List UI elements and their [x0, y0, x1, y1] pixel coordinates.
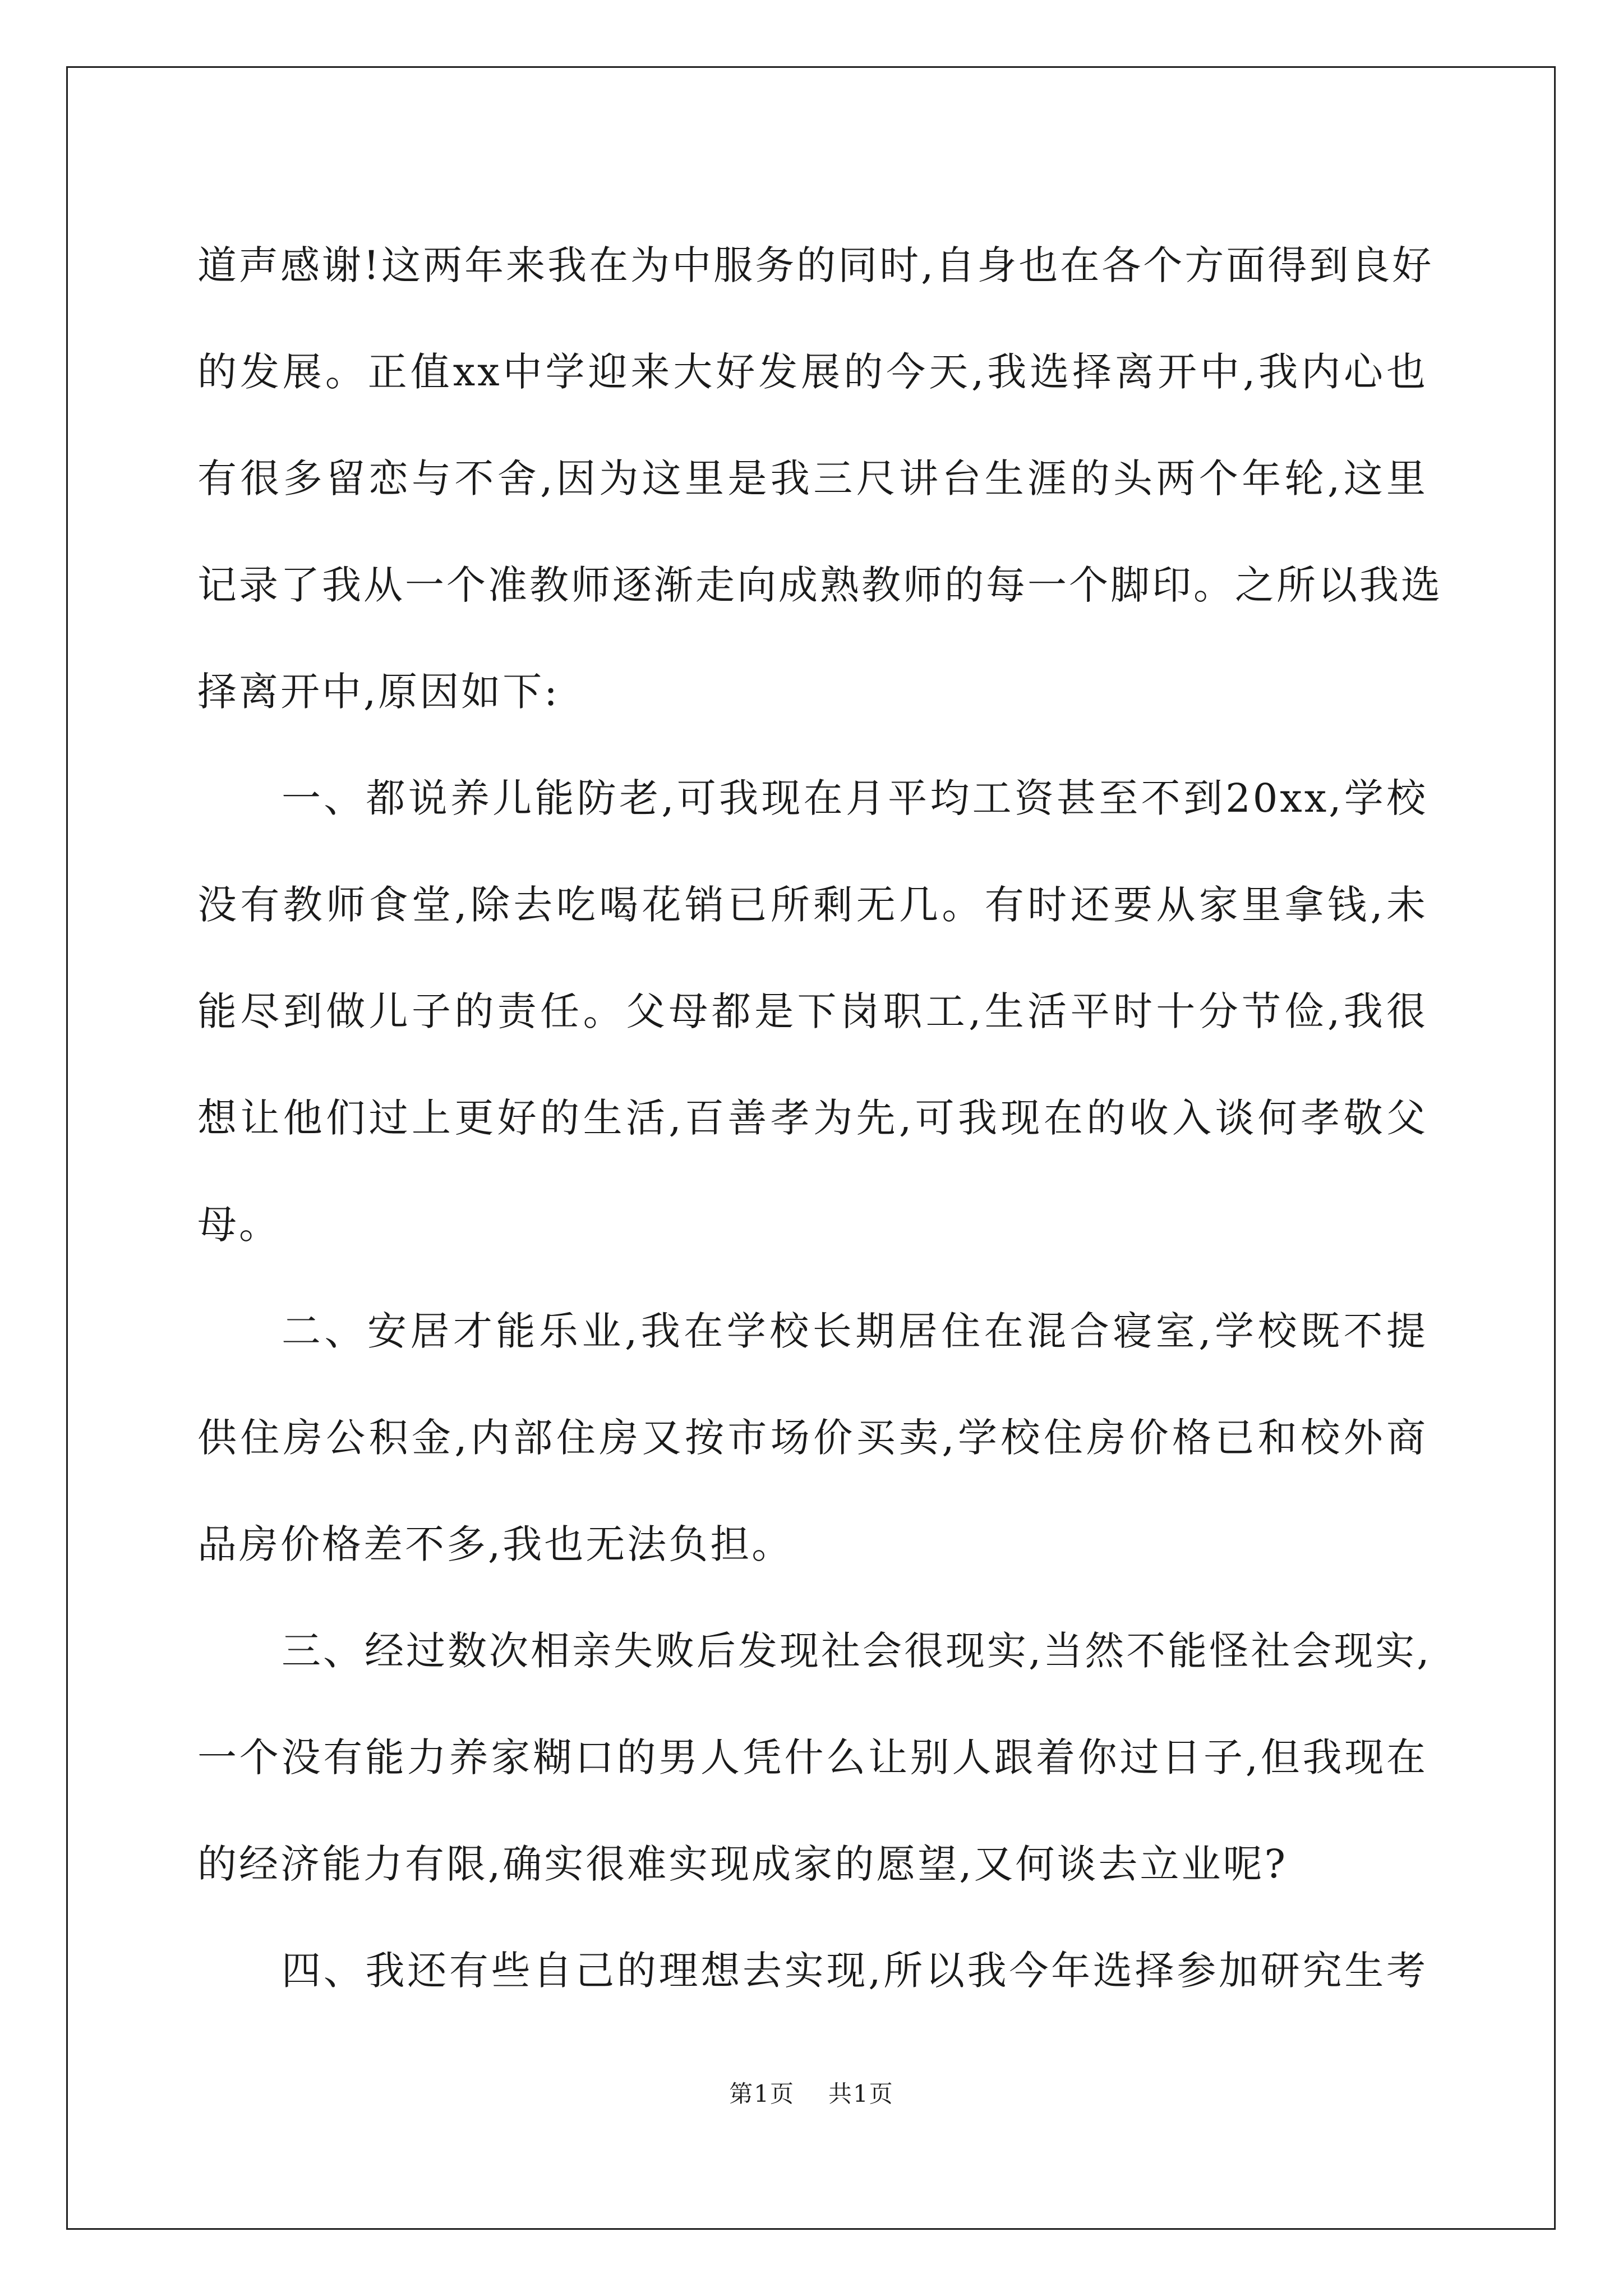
- text-line: 能尽到做儿子的责任。父母都是下岗职工,生活平时十分节俭,我很: [197, 988, 1428, 1034]
- document-body: [197, 212, 1442, 2024]
- text-line: 品房价格差不多,我也无法负担。: [197, 1521, 794, 1567]
- paragraph-start-line: 二、安居才能乐业,我在学校长期居住在混合寝室,学校既不提: [282, 1308, 1428, 1354]
- page-footer: [0, 2076, 1623, 2109]
- text-line: 的经济能力有限,确实很难实现成家的愿望,又何谈去立业呢?: [197, 1841, 1288, 1887]
- text-line: 没有教师食堂,除去吃喝花销已所剩无几。有时还要从家里拿钱,未: [197, 882, 1428, 928]
- text-line: 的发展。正值xx中学迎来大好发展的今天,我选择离开中,我内心也: [197, 349, 1428, 395]
- paragraph-start-line: 三、经过数次相亲失败后发现社会很现实,当然不能怪社会现实,: [282, 1628, 1432, 1674]
- text-line: 有很多留恋与不舍,因为这里是我三尺讲台生涯的头两个年轮,这里: [197, 455, 1428, 501]
- text-line: 母。: [197, 1202, 280, 1248]
- paragraph-start-line: 一、都说养儿能防老,可我现在月平均工资甚至不到20xx,学校: [282, 775, 1428, 821]
- paragraph-start-line: 四、我还有些自己的理想去实现,所以我今年选择参加研究生考: [282, 1948, 1428, 1994]
- text-line: 想让他们过上更好的生活,百善孝为先,可我现在的收入谈何孝敬父: [197, 1095, 1428, 1141]
- text-line: 一个没有能力养家糊口的男人凭什么让别人跟着你过日子,但我现在: [197, 1734, 1428, 1780]
- text-line: 道声感谢!这两年来我在为中服务的同时,自身也在各个方面得到良好: [197, 242, 1434, 288]
- page-number: 第1页: [729, 2080, 795, 2108]
- text-line: 记录了我从一个准教师逐渐走向成熟教师的每一个脚印。之所以我选: [197, 562, 1442, 608]
- page-total: 共1页: [828, 2080, 894, 2108]
- text-line: 供住房公积金,内部住房又按市场价买卖,学校住房价格已和校外商: [197, 1415, 1428, 1461]
- text-line: 择离开中,原因如下:: [197, 669, 560, 715]
